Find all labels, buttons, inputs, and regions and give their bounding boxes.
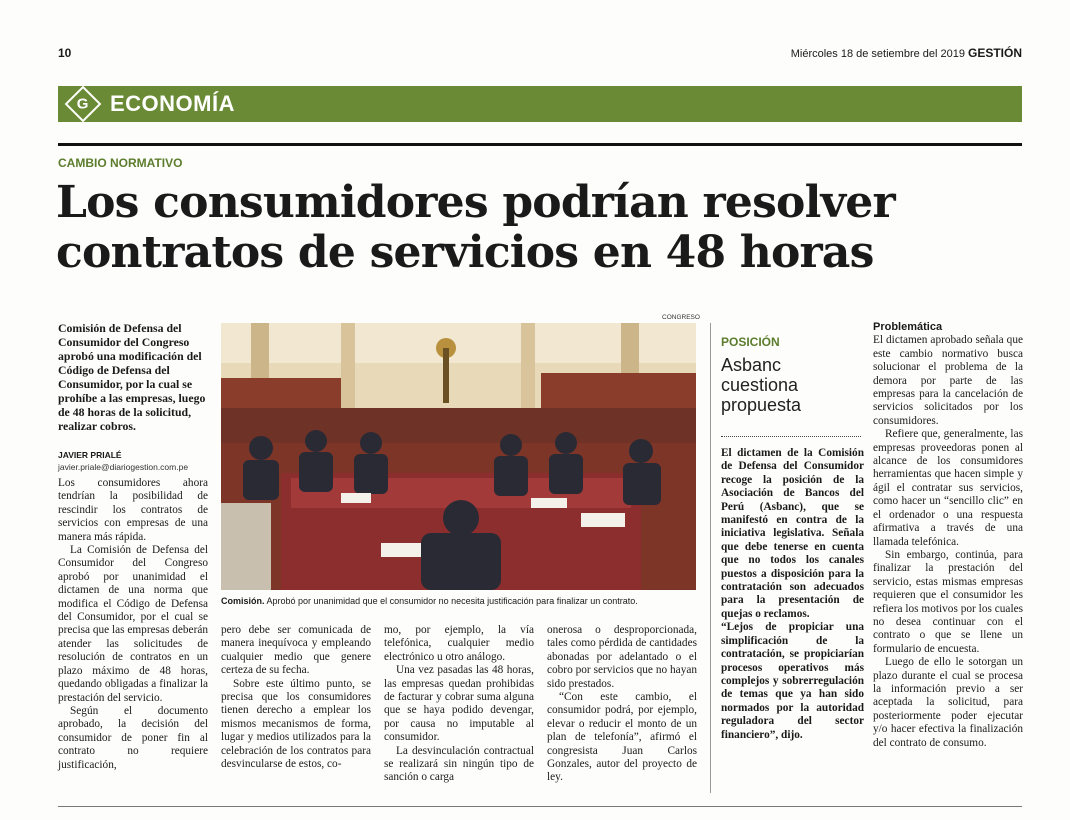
issue-date: Miércoles 18 de setiembre del 2019 [790,48,965,60]
paragraph: Según el documento aprobado, la decisión del consumidor de poner fin al contrato no requiere justificación, [58,704,208,771]
paragraph: “Lejos de propiciar una simplificación de la contratación, se propiciarían procesos operativos más complejos y sobrerregulación de temas que ya han sido normados por la autoridad reguladora del sector financiero”, dijo. [721,621,864,741]
paragraph: Luego de ello le sotorgan un plazo durante el cual se procesa la información previo a ser aceptada la solicitud, para posteriormente poder ejecutar y/o hacer efectiva la finalización del contrato de consumo. [873,656,1023,749]
author-byline: JAVIER PRIALÉ [58,450,122,460]
paragraph: mo, por ejemplo, la vía telefónica, cualquier medio electrónico u otro análogo. [384,624,534,663]
committee-meeting-photo [221,323,696,590]
subheading: Problemática [873,321,943,333]
caption-label: Comisión. [221,596,265,606]
header-rule [58,143,1022,146]
photo-credit: CONGRESO [662,314,700,321]
sidebar-divider [721,436,861,437]
body-column-right [873,321,1023,750]
body-column-1 [58,477,208,772]
paragraph: Sin embargo, continúa, para finalizar la prestación del servicio, estas mismas empresas requieren que el consumidor les refiera los motivos por los cuales no desea continuar con el contrato o que se llene un formulario de encuesta. [873,548,1023,655]
article-headline: Los consumidores podrían resolver contratos de servicios en 48 horas [56,177,895,278]
paragraph: El dictamen aprobado señala que este cambio normativo busca solucionar el problema de la demora por parte de las empresas para la cancelación de servicios solicitados por los consumidores. [873,334,1023,427]
section-title: ECONOMÍA [110,91,235,116]
body-column-3 [384,624,534,785]
author-email: javier.priale@diariogestion.com.pe [58,462,189,472]
sidebar-title: Asbanc cuestiona propuesta [721,355,802,415]
page-number: 10 [58,46,72,60]
paragraph: Refiere que, generalmente, las empresas proveedoras ponen al alcance de los consumidores herramientas que hacen simple y ágil el contratar sus servicios, como hacer un “sencillo clic” en el ordenador o una respuesta afirmativa a través de una llamada telefónica. [873,428,1023,548]
paragraph: Los consumidores ahora tendrían la posibilidad de rescindir los contratos de servicios con empresas de una manera más rápida. [58,477,208,543]
article-kicker: CAMBIO NORMATIVO [58,156,183,170]
body-column-4 [547,624,697,785]
dateline [791,46,1022,60]
sidebar-body [721,447,864,742]
page-header [58,46,1022,62]
paragraph: Una vez pasadas las 48 horas, las empresas quedan prohibidas de facturar y cobrar suma alguna que se haya podido devengar, por causa no imputable al consumidor. [384,664,534,744]
logo-letter: G [77,95,89,113]
paragraph: La Comisión de Defensa del Consumidor del Congreso aprobó por unanimidad el dictamen de una norma que modifica el Código de Defensa del Consumidor, por el cual se precisa que las empresas deberán atender las solicitudes de resolución de contratos en un plazo máximo de 48 horas, quedando obligadas a finalizar la prestación del servicio. [58,544,208,704]
paragraph: Sobre este último punto, se precisa que los consumidores tienen derecho a emplear los mismos mecanismos de forma, lugar y medios utilizados para la celebración de los contratos para desvincularse de estos, co- [221,677,371,771]
body-column-2 [221,624,371,771]
caption-text: Aprobó por unanimidad que el consumidor no necesita justificación para finalizar un contrato. [264,596,638,606]
paragraph: El dictamen de la Comisión de Defensa del Consumidor recoge la posición de la Asociación de Bancos del Perú (Asbanc), que se manifestó en contra de la iniciativa legislativa. Señala que debe tenerse en cuenta que no todos los canales puestos a disposición para la contratación son adecuados para la presentación de quejas o reclamos. [721,447,864,620]
paragraph: onerosa o desproporcionada, tales como pérdida de cantidades abonadas por adelantado o el cobro por servicios que no hayan sido prestados. [547,624,697,690]
sidebar-position [710,323,862,793]
article-lead: Comisión de Defensa del Consumidor del Congreso aprobó una modificación del Código de Defensa del Consumidor, por la cual se prohíbe a las empresas, luego de 48 horas de la solicitud, realizar cobros. [58,321,206,433]
sidebar-label: POSICIÓN [721,335,780,349]
section-banner [58,86,1022,122]
gestion-logo-icon [65,86,102,123]
article-photo [221,323,696,590]
masthead-brand: GESTIÓN [967,46,1022,60]
paragraph: “Con este cambio, el consumidor podrá, por ejemplo, elevar o reducir el monto de un plan de telefonía”, afirmó el congresista Juan Carlos Gonzales, autor del proyecto de ley. [547,691,697,784]
paragraph: La desvinculación contractual se realizará sin ningún tipo de sanción o carga [384,744,534,784]
photo-caption [221,596,701,606]
footer-rule [58,806,1022,807]
paragraph: pero debe ser comunicada de manera inequívoca y empleando cualquier medio que genere certeza de su fecha. [221,624,371,677]
